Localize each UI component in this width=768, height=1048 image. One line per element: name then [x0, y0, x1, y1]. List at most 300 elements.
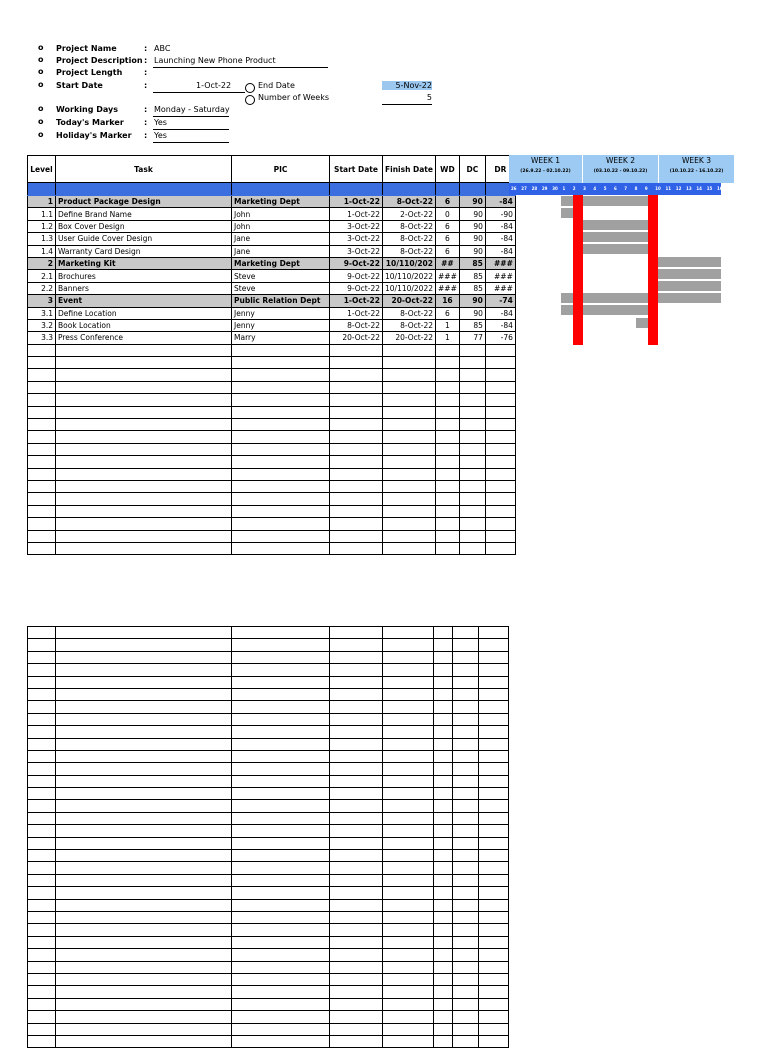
- empty-cell[interactable]: [28, 775, 56, 787]
- empty-cell[interactable]: [383, 518, 436, 530]
- empty-cell[interactable]: [383, 542, 436, 554]
- cell-dc[interactable]: 85: [459, 270, 485, 282]
- empty-cell[interactable]: [28, 518, 56, 530]
- empty-cell[interactable]: [383, 986, 434, 998]
- empty-cell[interactable]: [453, 998, 479, 1010]
- empty-cell[interactable]: [434, 651, 453, 663]
- empty-cell[interactable]: [232, 812, 330, 824]
- empty-cell[interactable]: [330, 505, 383, 517]
- empty-cell[interactable]: [383, 688, 434, 700]
- empty-cell[interactable]: [383, 394, 436, 406]
- empty-cell[interactable]: [479, 750, 509, 762]
- empty-cell[interactable]: [453, 825, 479, 837]
- cell-dr[interactable]: ###: [485, 282, 515, 294]
- cell-pic[interactable]: Jenny: [232, 307, 330, 319]
- cell-pic[interactable]: Steve: [232, 270, 330, 282]
- empty-cell[interactable]: [232, 688, 330, 700]
- empty-cell[interactable]: [28, 713, 56, 725]
- empty-cell[interactable]: [330, 1023, 383, 1035]
- empty-cell[interactable]: [28, 480, 56, 492]
- cell-dr[interactable]: -84: [485, 233, 515, 245]
- cell-task[interactable]: Book Location: [56, 319, 232, 331]
- empty-cell[interactable]: [56, 936, 232, 948]
- cell-task[interactable]: Banners: [56, 282, 232, 294]
- empty-cell[interactable]: [232, 738, 330, 750]
- working-days-value[interactable]: Monday - Saturday: [154, 105, 230, 114]
- empty-cell[interactable]: [28, 443, 56, 455]
- empty-cell[interactable]: [383, 1035, 434, 1047]
- empty-cell[interactable]: [28, 726, 56, 738]
- empty-cell[interactable]: [28, 1035, 56, 1047]
- empty-cell[interactable]: [434, 924, 453, 936]
- empty-cell[interactable]: [56, 542, 232, 554]
- cell-task[interactable]: Marketing Kit: [56, 257, 232, 269]
- empty-cell[interactable]: [383, 493, 436, 505]
- cell-dc[interactable]: 90: [459, 220, 485, 232]
- empty-cell[interactable]: [330, 775, 383, 787]
- empty-cell[interactable]: [56, 788, 232, 800]
- empty-cell[interactable]: [479, 713, 509, 725]
- empty-cell[interactable]: [232, 493, 330, 505]
- empty-cell[interactable]: [232, 837, 330, 849]
- empty-cell[interactable]: [434, 998, 453, 1010]
- empty-cell[interactable]: [383, 701, 434, 713]
- empty-cell[interactable]: [434, 763, 453, 775]
- empty-cell[interactable]: [330, 676, 383, 688]
- empty-cell[interactable]: [383, 505, 436, 517]
- cell-wd[interactable]: ###: [436, 282, 460, 294]
- cell-task[interactable]: Press Conference: [56, 332, 232, 344]
- cell-dr[interactable]: -76: [485, 332, 515, 344]
- empty-cell[interactable]: [28, 1011, 56, 1023]
- empty-cell[interactable]: [479, 936, 509, 948]
- empty-cell[interactable]: [459, 406, 485, 418]
- cell-level[interactable]: 1.3: [28, 233, 56, 245]
- empty-cell[interactable]: [383, 651, 434, 663]
- empty-cell[interactable]: [479, 788, 509, 800]
- empty-cell[interactable]: [434, 874, 453, 886]
- empty-cell[interactable]: [453, 986, 479, 998]
- cell-task[interactable]: Define Location: [56, 307, 232, 319]
- empty-cell[interactable]: [485, 480, 515, 492]
- empty-cell[interactable]: [383, 443, 436, 455]
- empty-cell[interactable]: [434, 750, 453, 762]
- empty-cell[interactable]: [434, 627, 453, 639]
- empty-cell[interactable]: [436, 505, 460, 517]
- empty-cell[interactable]: [383, 419, 436, 431]
- empty-cell[interactable]: [330, 726, 383, 738]
- empty-cell[interactable]: [56, 812, 232, 824]
- empty-cell[interactable]: [232, 899, 330, 911]
- cell-dr[interactable]: -84: [485, 245, 515, 257]
- empty-cell[interactable]: [330, 1011, 383, 1023]
- empty-cell[interactable]: [485, 530, 515, 542]
- empty-cell[interactable]: [330, 874, 383, 886]
- empty-cell[interactable]: [479, 899, 509, 911]
- empty-cell[interactable]: [459, 419, 485, 431]
- empty-cell[interactable]: [459, 505, 485, 517]
- empty-cell[interactable]: [330, 480, 383, 492]
- empty-cell[interactable]: [232, 394, 330, 406]
- empty-cell[interactable]: [56, 726, 232, 738]
- cell-finish-date[interactable]: 2-Oct-22: [383, 208, 436, 220]
- empty-cell[interactable]: [330, 651, 383, 663]
- empty-cell[interactable]: [330, 986, 383, 998]
- empty-cell[interactable]: [232, 406, 330, 418]
- empty-cell[interactable]: [232, 800, 330, 812]
- number-of-weeks-value[interactable]: 5: [426, 93, 432, 102]
- cell-pic[interactable]: Steve: [232, 282, 330, 294]
- empty-cell[interactable]: [56, 1023, 232, 1035]
- cell-level[interactable]: 3.1: [28, 307, 56, 319]
- empty-cell[interactable]: [479, 850, 509, 862]
- empty-cell[interactable]: [453, 973, 479, 985]
- empty-cell[interactable]: [436, 468, 460, 480]
- empty-cell[interactable]: [479, 998, 509, 1010]
- empty-cell[interactable]: [232, 651, 330, 663]
- empty-cell[interactable]: [56, 505, 232, 517]
- empty-cell[interactable]: [232, 850, 330, 862]
- empty-cell[interactable]: [28, 924, 56, 936]
- empty-cell[interactable]: [232, 381, 330, 393]
- empty-cell[interactable]: [453, 936, 479, 948]
- empty-cell[interactable]: [459, 518, 485, 530]
- empty-cell[interactable]: [232, 357, 330, 369]
- empty-cell[interactable]: [434, 688, 453, 700]
- empty-cell[interactable]: [28, 493, 56, 505]
- cell-dr[interactable]: -90: [485, 208, 515, 220]
- empty-cell[interactable]: [56, 344, 232, 356]
- cell-wd[interactable]: 16: [436, 295, 460, 307]
- cell-level[interactable]: 1: [28, 196, 56, 208]
- empty-cell[interactable]: [56, 899, 232, 911]
- empty-cell[interactable]: [383, 887, 434, 899]
- end-date-radio[interactable]: [245, 83, 255, 93]
- empty-cell[interactable]: [28, 664, 56, 676]
- cell-dc[interactable]: 85: [459, 319, 485, 331]
- empty-cell[interactable]: [56, 664, 232, 676]
- empty-cell[interactable]: [28, 357, 56, 369]
- empty-cell[interactable]: [232, 542, 330, 554]
- empty-cell[interactable]: [436, 419, 460, 431]
- empty-cell[interactable]: [330, 493, 383, 505]
- cell-finish-date[interactable]: 8-Oct-22: [383, 196, 436, 208]
- cell-task[interactable]: Event: [56, 295, 232, 307]
- empty-cell[interactable]: [56, 750, 232, 762]
- empty-cell[interactable]: [459, 394, 485, 406]
- empty-cell[interactable]: [28, 419, 56, 431]
- empty-cell[interactable]: [459, 468, 485, 480]
- empty-cell[interactable]: [232, 480, 330, 492]
- empty-cell[interactable]: [330, 627, 383, 639]
- empty-cell[interactable]: [232, 763, 330, 775]
- empty-cell[interactable]: [479, 949, 509, 961]
- empty-cell[interactable]: [28, 998, 56, 1010]
- cell-dc[interactable]: 90: [459, 245, 485, 257]
- cell-start-date[interactable]: 1-Oct-22: [330, 307, 383, 319]
- empty-cell[interactable]: [479, 688, 509, 700]
- empty-cell[interactable]: [28, 899, 56, 911]
- empty-cell[interactable]: [28, 639, 56, 651]
- empty-cell[interactable]: [434, 676, 453, 688]
- empty-cell[interactable]: [453, 949, 479, 961]
- empty-cell[interactable]: [383, 949, 434, 961]
- empty-cell[interactable]: [485, 344, 515, 356]
- empty-cell[interactable]: [28, 1023, 56, 1035]
- empty-cell[interactable]: [434, 862, 453, 874]
- empty-cell[interactable]: [383, 664, 434, 676]
- empty-cell[interactable]: [479, 973, 509, 985]
- empty-cell[interactable]: [453, 639, 479, 651]
- empty-cell[interactable]: [28, 394, 56, 406]
- cell-dr[interactable]: -74: [485, 295, 515, 307]
- empty-cell[interactable]: [28, 468, 56, 480]
- cell-finish-date[interactable]: 8-Oct-22: [383, 233, 436, 245]
- empty-cell[interactable]: [383, 924, 434, 936]
- empty-cell[interactable]: [232, 862, 330, 874]
- empty-cell[interactable]: [232, 936, 330, 948]
- empty-cell[interactable]: [485, 468, 515, 480]
- cell-pic[interactable]: Marry: [232, 332, 330, 344]
- empty-cell[interactable]: [232, 713, 330, 725]
- empty-cell[interactable]: [28, 961, 56, 973]
- cell-dc[interactable]: 90: [459, 196, 485, 208]
- empty-cell[interactable]: [485, 406, 515, 418]
- empty-cell[interactable]: [330, 357, 383, 369]
- empty-cell[interactable]: [383, 850, 434, 862]
- cell-finish-date[interactable]: 10/110/202: [383, 257, 436, 269]
- empty-cell[interactable]: [56, 763, 232, 775]
- empty-cell[interactable]: [453, 1035, 479, 1047]
- empty-cell[interactable]: [383, 406, 436, 418]
- empty-cell[interactable]: [434, 973, 453, 985]
- empty-cell[interactable]: [232, 1035, 330, 1047]
- empty-cell[interactable]: [330, 381, 383, 393]
- empty-cell[interactable]: [56, 874, 232, 886]
- empty-cell[interactable]: [56, 924, 232, 936]
- empty-cell[interactable]: [479, 1011, 509, 1023]
- empty-cell[interactable]: [28, 911, 56, 923]
- empty-cell[interactable]: [383, 480, 436, 492]
- empty-cell[interactable]: [56, 1011, 232, 1023]
- empty-cell[interactable]: [28, 738, 56, 750]
- cell-dc[interactable]: 77: [459, 332, 485, 344]
- empty-cell[interactable]: [479, 986, 509, 998]
- empty-cell[interactable]: [453, 713, 479, 725]
- empty-cell[interactable]: [232, 887, 330, 899]
- empty-cell[interactable]: [436, 480, 460, 492]
- cell-wd[interactable]: 6: [436, 245, 460, 257]
- empty-cell[interactable]: [56, 949, 232, 961]
- empty-cell[interactable]: [56, 357, 232, 369]
- empty-cell[interactable]: [232, 505, 330, 517]
- empty-cell[interactable]: [28, 688, 56, 700]
- empty-cell[interactable]: [436, 357, 460, 369]
- empty-cell[interactable]: [28, 763, 56, 775]
- empty-cell[interactable]: [28, 627, 56, 639]
- empty-cell[interactable]: [330, 750, 383, 762]
- empty-cell[interactable]: [28, 676, 56, 688]
- empty-cell[interactable]: [28, 949, 56, 961]
- empty-cell[interactable]: [479, 738, 509, 750]
- empty-cell[interactable]: [232, 924, 330, 936]
- empty-cell[interactable]: [453, 837, 479, 849]
- cell-level[interactable]: 1.1: [28, 208, 56, 220]
- empty-cell[interactable]: [479, 825, 509, 837]
- empty-cell[interactable]: [232, 874, 330, 886]
- empty-cell[interactable]: [56, 973, 232, 985]
- empty-cell[interactable]: [56, 701, 232, 713]
- empty-cell[interactable]: [434, 800, 453, 812]
- cell-start-date[interactable]: 8-Oct-22: [330, 319, 383, 331]
- cell-finish-date[interactable]: 8-Oct-22: [383, 245, 436, 257]
- empty-cell[interactable]: [383, 961, 434, 973]
- empty-cell[interactable]: [479, 1023, 509, 1035]
- empty-cell[interactable]: [485, 505, 515, 517]
- empty-cell[interactable]: [232, 676, 330, 688]
- empty-cell[interactable]: [232, 961, 330, 973]
- cell-dc[interactable]: 90: [459, 295, 485, 307]
- cell-level[interactable]: 1.4: [28, 245, 56, 257]
- empty-cell[interactable]: [436, 443, 460, 455]
- empty-cell[interactable]: [232, 986, 330, 998]
- empty-cell[interactable]: [330, 394, 383, 406]
- empty-cell[interactable]: [453, 651, 479, 663]
- cell-finish-date[interactable]: 20-Oct-22: [383, 295, 436, 307]
- empty-cell[interactable]: [485, 357, 515, 369]
- empty-cell[interactable]: [330, 850, 383, 862]
- cell-pic[interactable]: John: [232, 220, 330, 232]
- empty-cell[interactable]: [434, 1023, 453, 1035]
- empty-cell[interactable]: [383, 1011, 434, 1023]
- empty-cell[interactable]: [28, 406, 56, 418]
- todays-marker-value[interactable]: Yes: [154, 118, 167, 127]
- start-date-value[interactable]: 1-Oct-22: [196, 81, 232, 90]
- empty-cell[interactable]: [56, 493, 232, 505]
- empty-cell[interactable]: [434, 850, 453, 862]
- empty-cell[interactable]: [479, 961, 509, 973]
- cell-pic[interactable]: Jenny: [232, 319, 330, 331]
- cell-start-date[interactable]: 1-Oct-22: [330, 295, 383, 307]
- empty-cell[interactable]: [479, 911, 509, 923]
- empty-cell[interactable]: [330, 825, 383, 837]
- empty-cell[interactable]: [56, 381, 232, 393]
- empty-cell[interactable]: [453, 862, 479, 874]
- empty-cell[interactable]: [28, 850, 56, 862]
- empty-cell[interactable]: [232, 530, 330, 542]
- empty-cell[interactable]: [434, 986, 453, 998]
- empty-cell[interactable]: [330, 800, 383, 812]
- empty-cell[interactable]: [453, 800, 479, 812]
- empty-cell[interactable]: [330, 468, 383, 480]
- empty-cell[interactable]: [330, 369, 383, 381]
- empty-cell[interactable]: [434, 812, 453, 824]
- empty-cell[interactable]: [453, 676, 479, 688]
- empty-cell[interactable]: [56, 443, 232, 455]
- cell-level[interactable]: 3.3: [28, 332, 56, 344]
- cell-task[interactable]: Box Cover Design: [56, 220, 232, 232]
- empty-cell[interactable]: [383, 344, 436, 356]
- cell-wd[interactable]: 1: [436, 319, 460, 331]
- empty-cell[interactable]: [436, 406, 460, 418]
- empty-cell[interactable]: [453, 627, 479, 639]
- empty-cell[interactable]: [383, 837, 434, 849]
- empty-cell[interactable]: [434, 775, 453, 787]
- cell-level[interactable]: 2.1: [28, 270, 56, 282]
- empty-cell[interactable]: [453, 788, 479, 800]
- empty-cell[interactable]: [383, 800, 434, 812]
- empty-cell[interactable]: [453, 1011, 479, 1023]
- empty-cell[interactable]: [434, 837, 453, 849]
- empty-cell[interactable]: [28, 369, 56, 381]
- empty-cell[interactable]: [56, 627, 232, 639]
- empty-cell[interactable]: [28, 874, 56, 886]
- empty-cell[interactable]: [330, 639, 383, 651]
- empty-cell[interactable]: [434, 961, 453, 973]
- cell-task[interactable]: Brochures: [56, 270, 232, 282]
- empty-cell[interactable]: [330, 344, 383, 356]
- empty-cell[interactable]: [56, 911, 232, 923]
- empty-cell[interactable]: [232, 788, 330, 800]
- empty-cell[interactable]: [434, 949, 453, 961]
- empty-cell[interactable]: [330, 431, 383, 443]
- empty-cell[interactable]: [330, 973, 383, 985]
- empty-cell[interactable]: [330, 924, 383, 936]
- empty-cell[interactable]: [479, 701, 509, 713]
- empty-cell[interactable]: [459, 456, 485, 468]
- empty-cell[interactable]: [56, 837, 232, 849]
- empty-cell[interactable]: [459, 369, 485, 381]
- empty-cell[interactable]: [56, 456, 232, 468]
- empty-cell[interactable]: [459, 480, 485, 492]
- empty-cell[interactable]: [56, 688, 232, 700]
- empty-cell[interactable]: [485, 419, 515, 431]
- empty-cell[interactable]: [56, 862, 232, 874]
- empty-cell[interactable]: [330, 899, 383, 911]
- empty-cell[interactable]: [383, 738, 434, 750]
- empty-cell[interactable]: [232, 518, 330, 530]
- empty-cell[interactable]: [232, 775, 330, 787]
- empty-cell[interactable]: [434, 713, 453, 725]
- empty-cell[interactable]: [434, 911, 453, 923]
- empty-cell[interactable]: [479, 812, 509, 824]
- empty-cell[interactable]: [232, 1011, 330, 1023]
- empty-cell[interactable]: [383, 713, 434, 725]
- cell-level[interactable]: 1.2: [28, 220, 56, 232]
- empty-cell[interactable]: [330, 419, 383, 431]
- empty-cell[interactable]: [383, 627, 434, 639]
- empty-cell[interactable]: [383, 369, 436, 381]
- empty-cell[interactable]: [434, 664, 453, 676]
- empty-cell[interactable]: [28, 973, 56, 985]
- cell-level[interactable]: 3: [28, 295, 56, 307]
- empty-cell[interactable]: [56, 369, 232, 381]
- empty-cell[interactable]: [434, 887, 453, 899]
- empty-cell[interactable]: [383, 973, 434, 985]
- cell-dr[interactable]: ###: [485, 270, 515, 282]
- empty-cell[interactable]: [232, 468, 330, 480]
- empty-cell[interactable]: [56, 394, 232, 406]
- empty-cell[interactable]: [330, 406, 383, 418]
- empty-cell[interactable]: [436, 431, 460, 443]
- empty-cell[interactable]: [56, 961, 232, 973]
- empty-cell[interactable]: [434, 788, 453, 800]
- empty-cell[interactable]: [434, 639, 453, 651]
- empty-cell[interactable]: [232, 431, 330, 443]
- empty-cell[interactable]: [436, 518, 460, 530]
- empty-cell[interactable]: [479, 862, 509, 874]
- empty-cell[interactable]: [436, 369, 460, 381]
